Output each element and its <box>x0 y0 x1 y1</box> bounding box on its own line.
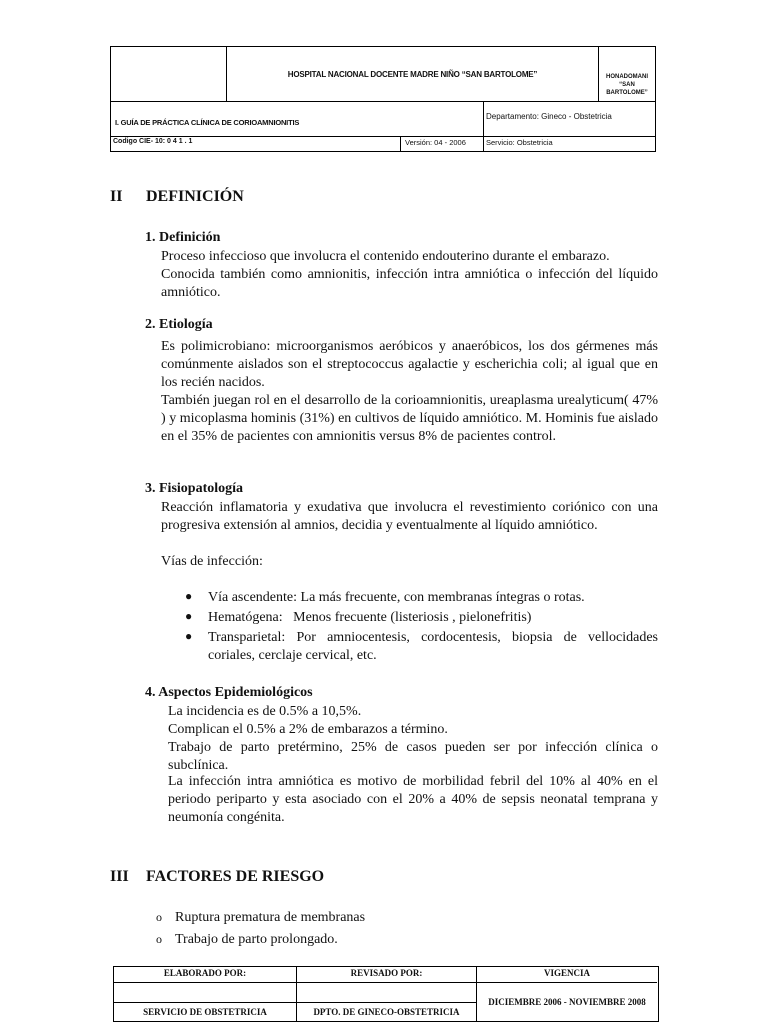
logo-cell-left <box>111 47 227 102</box>
bullet-icon: ● <box>185 609 193 623</box>
section-number: II <box>110 188 123 205</box>
logo-cell-right <box>599 47 655 102</box>
paragraph: Complican el 0.5% a 2% de embarazos a término. <box>168 722 448 737</box>
section-number: III <box>110 868 129 885</box>
paragraph: La infección intra amniótica es motivo de morbilidad febril del 10% al 40% en el periodo periparto y esta asociado con el 20% a 40% de sepsis neonatal temprana y neumonía congénita. <box>168 774 658 825</box>
list-item: Transparietal: Por amniocentesis, cordocentesis, biopsia de vellocidades coriales, cerclaje cervical, etc. <box>208 630 658 663</box>
logo-text: HONADOMANI <box>606 74 648 80</box>
signature-cell <box>114 983 297 1003</box>
paragraph: Proceso infeccioso que involucra el contenido endouterino durante el embarazo. <box>161 249 610 264</box>
subsection-title: 4. Aspectos Epidemiológicos <box>145 685 313 700</box>
paragraph: Reacción inflamatoria y exudativa que involucra el revestimiento coriónico con una progresiva extensión al amnios, decidia y eventualmente al líquido amniótico. <box>161 500 658 533</box>
cie-code: Codigo CIE- 10: 0 4 1 . 1 <box>111 137 401 151</box>
elaborado-value: SERVICIO DE OBSTETRICIA <box>114 1003 297 1021</box>
hospital-title: HOSPITAL NACIONAL DOCENTE MADRE NIÑO “SAN BARTOLOME” <box>227 47 599 102</box>
department-label: Departamento: Gineco - Obstetricia <box>484 102 655 137</box>
document-header <box>110 46 656 152</box>
list-item: Ruptura prematura de membranas <box>175 910 366 925</box>
approval-table <box>113 966 659 1022</box>
vigencia-value: DICIEMBRE 2006 - NOVIEMBRE 2008 <box>488 997 646 1007</box>
elaborado-header: ELABORADO POR: <box>114 967 297 983</box>
paragraph: También juegan rol en el desarrollo de la corioamnionitis, ureaplasma urealyticum( 47% ) y micoplasma hominis (31%) en cultivos de líquido amniótico. M. Hominis fue aislado en el 35% de pacientes con amnionitis versus 8% de pacientes control. <box>161 393 658 444</box>
paragraph: La incidencia es de 0.5% a 10,5%. <box>168 704 362 719</box>
section-heading <box>110 188 244 206</box>
paragraph: Conocida también como amnionitis, infección intra amniótica o infección del líquido amniótico. <box>161 267 658 300</box>
circle-bullet-icon: o <box>156 910 162 924</box>
bullet-icon: ● <box>185 589 193 603</box>
subsection-title: 2. Etiología <box>145 317 213 332</box>
logo-text: “SAN <box>619 82 635 88</box>
subsection-title: 1. Definición <box>145 230 221 245</box>
revisado-value: DPTO. DE GINECO-OBSTETRICIA <box>297 1003 477 1021</box>
service-label: Servicio: Obstetricia <box>486 138 553 147</box>
version-label: Versión: 04 - 2006 <box>401 137 484 151</box>
revisado-header: REVISADO POR: <box>297 967 477 983</box>
guide-title: I. GUÍA DE PRÁCTICA CLÍNICA DE CORIOAMNIONITIS <box>111 102 484 137</box>
list-item: Trabajo de parto prolongado. <box>175 932 338 947</box>
circle-bullet-icon: o <box>156 932 162 946</box>
paragraph: Es polimicrobiano: microorganismos aeróbicos y anaeróbicos, los dos gérmenes más comúnmente aislados son el streptococcus agalactie y escherichia coli; al igual que en los recién nacidos. <box>161 339 658 390</box>
vigencia-header: VIGENCIA <box>477 967 657 983</box>
logo-text: BARTOLOME” <box>606 90 648 96</box>
list-item: Hematógena: Menos frecuente (listeriosis , pielonefritis) <box>208 610 532 625</box>
list-item: Vía ascendente: La más frecuente, con membranas íntegras o rotas. <box>208 590 585 605</box>
paragraph: Trabajo de parto pretérmino, 25% de casos pueden ser por infección clínica o subclínica. <box>168 740 658 773</box>
bullet-icon: ● <box>185 629 193 643</box>
section-title: FACTORES DE RIESGO <box>146 868 325 885</box>
paragraph: Vías de infección: <box>161 554 263 569</box>
section-title: DEFINICIÓN <box>146 188 244 205</box>
section-heading <box>110 868 324 886</box>
signature-cell <box>297 983 477 1003</box>
subsection-title: 3. Fisiopatología <box>145 481 244 496</box>
